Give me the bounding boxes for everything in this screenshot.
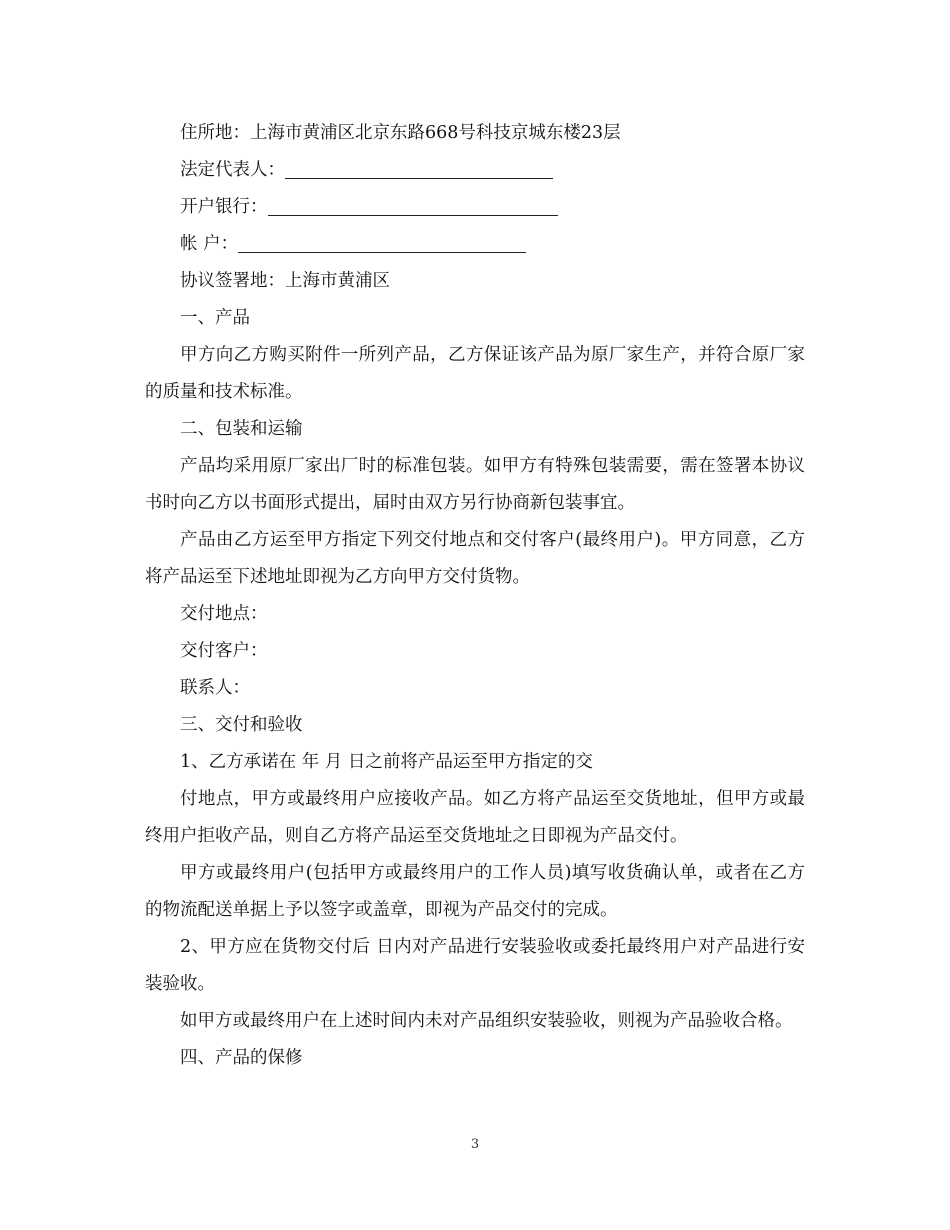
account-line xyxy=(145,226,805,263)
account-label: 帐 户： xyxy=(180,234,239,254)
contact-line: 联系人： xyxy=(180,678,250,698)
bank-blank xyxy=(268,195,558,216)
legal-rep-blank xyxy=(285,158,553,179)
paragraph-delivery-1: 1、乙方承诺在 年 月 日之前将产品运至甲方指定的交 xyxy=(180,752,593,772)
delivery-customer-line: 交付客户： xyxy=(180,641,268,661)
bank-label: 开户银行： xyxy=(180,197,268,217)
sign-place-line: 协议签署地：上海市黄浦区 xyxy=(180,271,390,291)
document-body xyxy=(145,115,805,1077)
section-heading-packaging: 二、包装和运输 xyxy=(180,419,303,439)
legal-rep-label: 法定代表人： xyxy=(180,160,285,180)
section-heading-warranty: 四、产品的保修 xyxy=(180,1048,303,1068)
paragraph-packaging: 产品均采用原厂家出厂时的标准包装。如甲方有特殊包装需要，需在签署本协议书时向乙方以书面形式提出，届时由双方另行协商新包装事宜。 xyxy=(145,456,805,513)
paragraph-delivery-transport: 产品由乙方运至甲方指定下列交付地点和交付客户(最终用户)。甲方同意，乙方将产品运至下述地址即视为乙方向甲方交付货物。 xyxy=(145,530,805,587)
section-heading-delivery-acceptance: 三、交付和验收 xyxy=(180,715,303,735)
account-blank xyxy=(238,232,526,253)
delivery-place-line: 交付地点： xyxy=(180,604,268,624)
address-line: 住所地：上海市黄浦区北京东路668号科技京城东楼23层 xyxy=(180,123,621,143)
legal-rep-line xyxy=(145,152,805,189)
paragraph-product: 甲方向乙方购买附件一所列产品，乙方保证该产品为原厂家生产，并符合原厂家的质量和技术标准。 xyxy=(145,345,805,402)
section-heading-product: 一、产品 xyxy=(180,308,250,328)
paragraph-acceptance-1: 2、甲方应在货物交付后 日内对产品进行安装验收或委托最终用户对产品进行安装验收。 xyxy=(145,937,805,994)
page-number: 3 xyxy=(470,1137,480,1152)
bank-line xyxy=(145,189,805,226)
paragraph-delivery-2: 付地点，甲方或最终用户应接收产品。如乙方将产品运至交货地址，但甲方或最终用户拒收产品，则自乙方将产品运至交货地址之日即视为产品交付。 xyxy=(145,789,805,846)
paragraph-delivery-3: 甲方或最终用户(包括甲方或最终用户的工作人员)填写收货确认单，或者在乙方的物流配送单据上予以签字或盖章，即视为产品交付的完成。 xyxy=(145,863,805,920)
paragraph-acceptance-2: 如甲方或最终用户在上述时间内未对产品组织安装验收，则视为产品验收合格。 xyxy=(180,1011,793,1031)
